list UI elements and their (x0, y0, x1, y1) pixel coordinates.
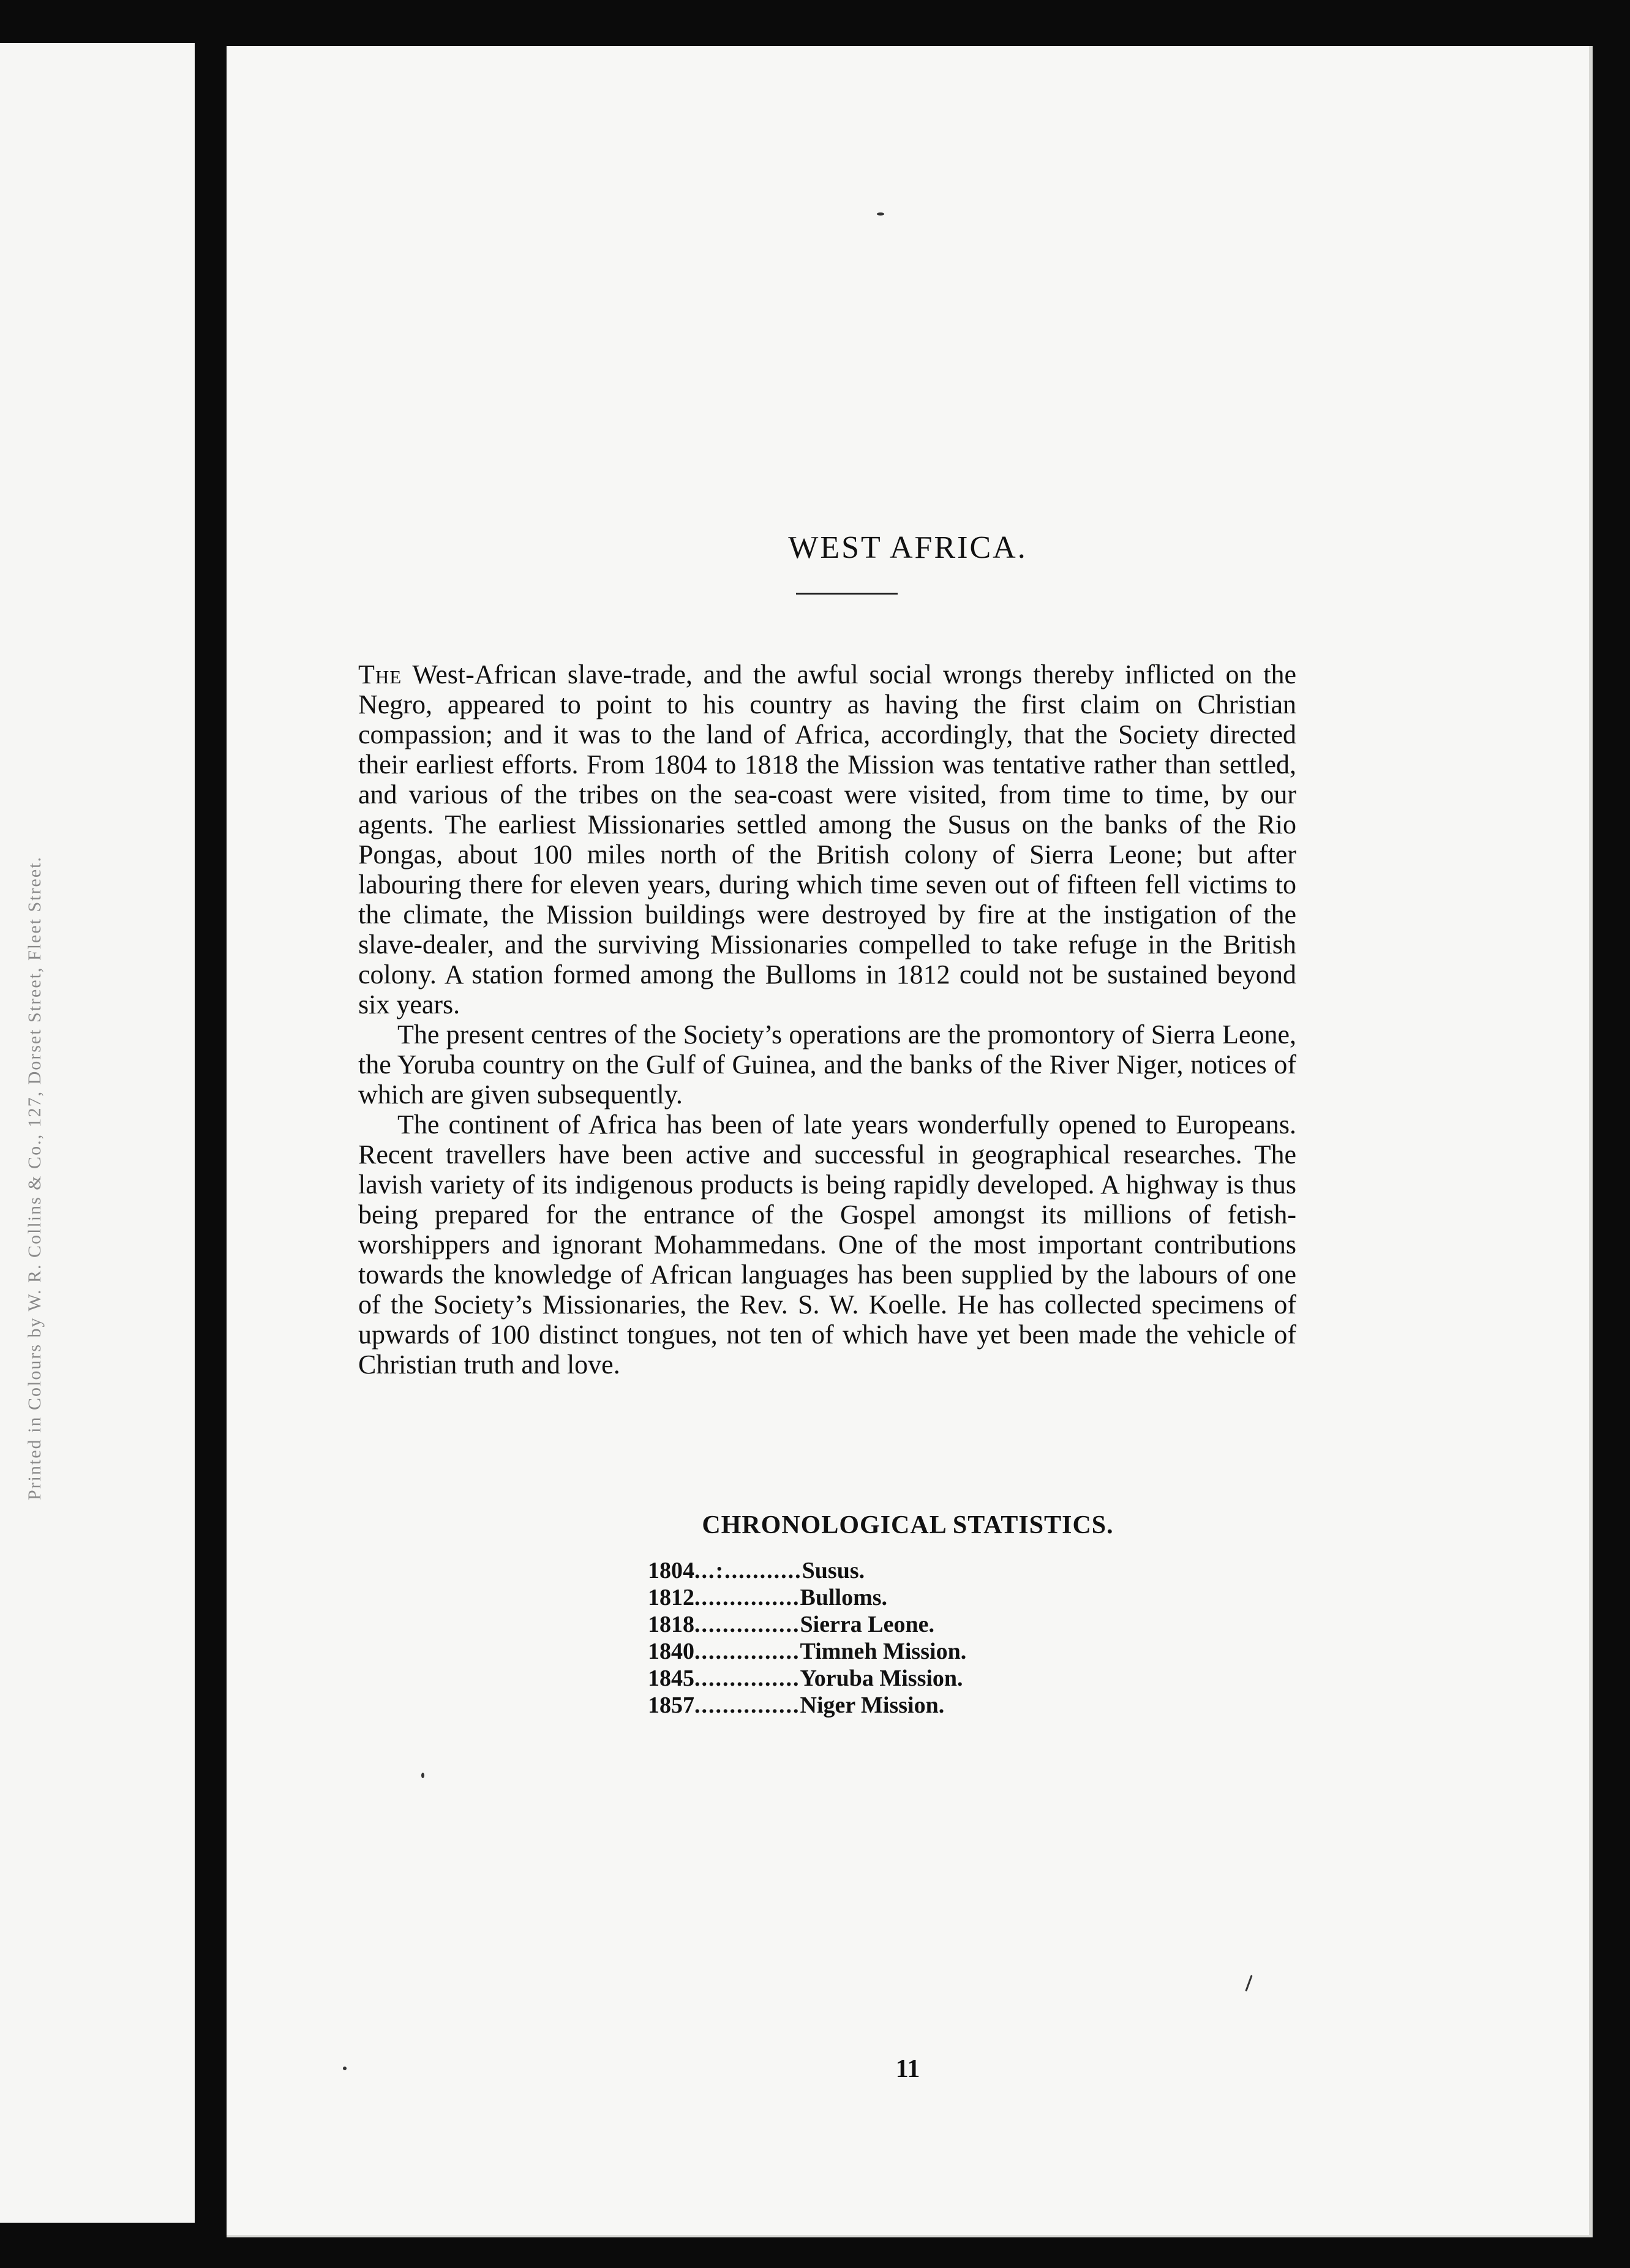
entry-year: 1818 (648, 1612, 694, 1637)
entry-mission: Yoruba Mission. (800, 1665, 963, 1691)
entry-year: 1845 (648, 1665, 694, 1691)
entry-leader: ............... (694, 1612, 800, 1637)
paragraph-1-text: West-African slave-trade, and the awful social wrongs thereby inflicted on the Negro, appeared to point to his country as having the first claim on Christian compassion; and it was to the land of Africa, accordingly, that the Society directed their earliest efforts. From 1804 to 1818 the Mission was tentative rather than settled, and various of the tribes on the sea-coast were visited, from time to time, by our agents. The earliest Missionaries settled among the Susus on the banks of the Rio Pongas, about 100 miles north of the British colony of Sierra Leone; but after labouring there for eleven years, during which time seven out of fifteen fell victims to the climate, the Mission buildings were destroyed by fire at the instigation of the slave-dealer, and the surviving Missionaries compelled to take refuge in the British colony. A station formed among the Bulloms in 1812 could not be sustained beyond six years. (358, 659, 1296, 1019)
entry-leader: ...:........... (694, 1558, 802, 1583)
ink-speck (1245, 1975, 1252, 1991)
ink-speck (877, 212, 884, 216)
chronology-entry (648, 1692, 1138, 1719)
entry-year: 1840 (648, 1639, 694, 1664)
entry-leader: ............... (694, 1692, 800, 1718)
chronology-entry (648, 1638, 1138, 1665)
chronology-entry (648, 1665, 1138, 1692)
title-rule (796, 593, 898, 595)
entry-mission: Niger Mission. (800, 1692, 945, 1718)
paragraph-3: The continent of Africa has been of late years wonderfully opened to Europeans. Recent travellers have been active and successful in geographical researches. The lavish variety of its indigenous products is being rapidly developed. A highway is thus being prepared for the entrance of the Gospel amongst its millions of fetish-worshippers and ignorant Mohammedans. One of the most important contributions towards the knowledge of African languages has been supplied by the labours of one of the Society’s Missionaries, the Rev. S. W. Koelle. He has collected specimens of upwards of 100 distinct tongues, not ten of which have yet been made the vehicle of Christian truth and love. (358, 1110, 1296, 1380)
entry-leader: ............... (694, 1585, 800, 1610)
entry-mission: Sierra Leone. (800, 1612, 935, 1637)
entry-leader: ............... (694, 1665, 800, 1691)
lead-word: The (358, 659, 402, 689)
chronology-entry (648, 1557, 1138, 1584)
adjacent-page (0, 43, 195, 2223)
ink-speck (421, 1773, 424, 1778)
entry-year: 1857 (648, 1692, 694, 1718)
paragraph-2: The present centres of the Society’s operations are the promontory of Sierra Leone, the Yoruba country on the Gulf of Guinea, and the banks of the River Niger, notices of which are given subsequently. (358, 1019, 1296, 1110)
page-number: 11 (895, 2055, 920, 2083)
page-title: WEST AFRICA. (788, 530, 1027, 565)
book-page (227, 46, 1593, 2237)
chronology-entry (648, 1584, 1138, 1611)
entry-mission: Susus. (802, 1558, 865, 1583)
chronology-title: CHRONOLOGICAL STATISTICS. (702, 1511, 1114, 1539)
entry-mission: Bulloms. (800, 1585, 888, 1610)
entry-year: 1812 (648, 1585, 694, 1610)
entry-mission: Timneh Mission. (800, 1639, 967, 1664)
entry-year: 1804 (648, 1558, 694, 1583)
spine-imprint: Printed in Colours by W. R. Collins & Co., 127, Dorset Street, Fleet Street. (24, 856, 45, 1500)
chronology-list (648, 1557, 1138, 1719)
chronology-entry (648, 1611, 1138, 1638)
entry-leader: ............... (694, 1639, 800, 1664)
body-text (358, 659, 1296, 1380)
paragraph-1 (358, 659, 1296, 1019)
